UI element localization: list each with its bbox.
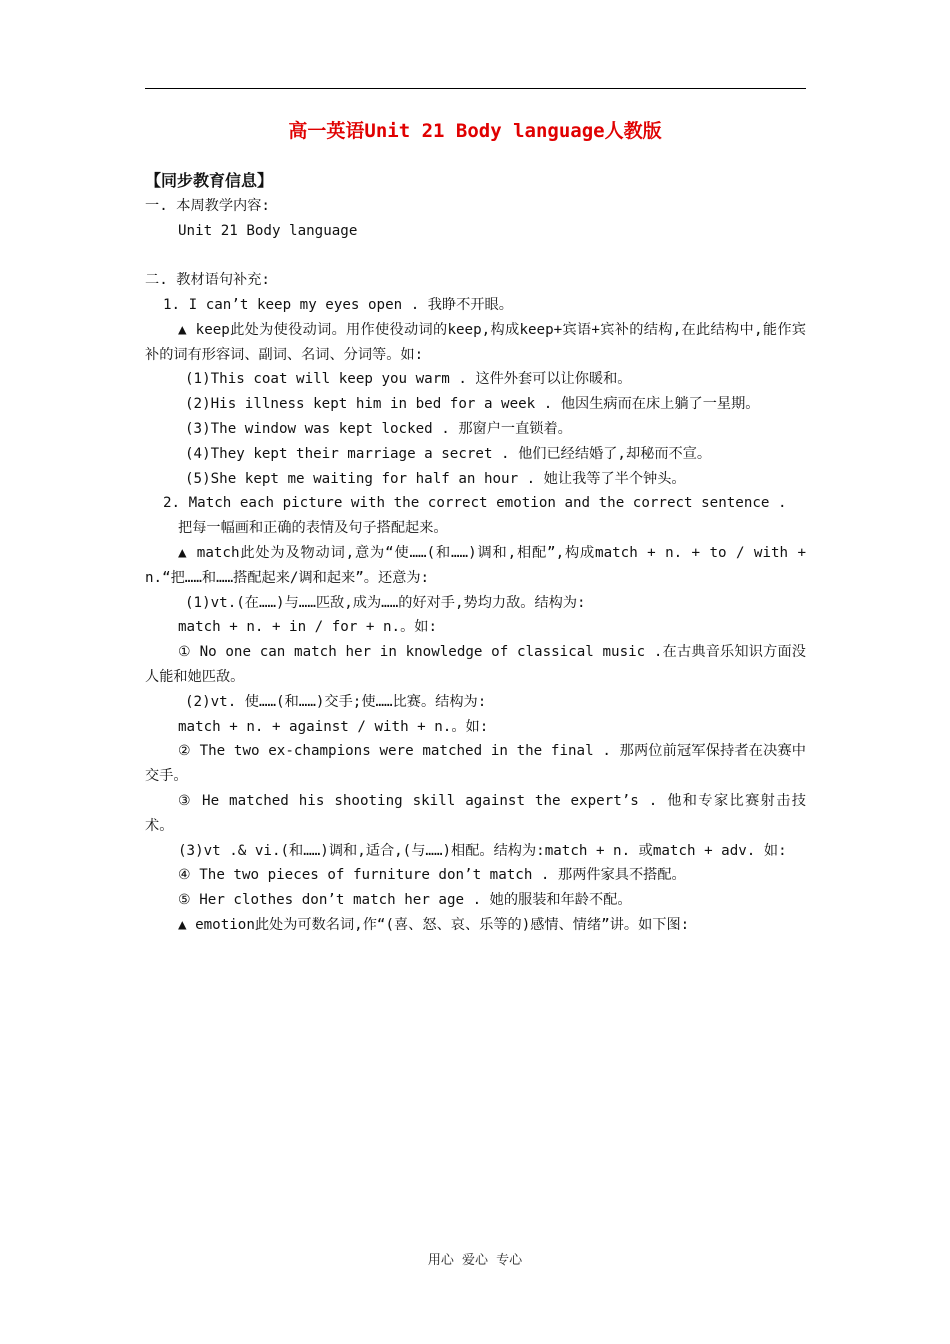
paragraph-line: match + n. + against / with + n.。如: — [178, 718, 489, 735]
paragraph-line: (5)She kept me waiting for half an hour . 她让我等了半个钟头。 — [185, 470, 686, 487]
paragraph-line: ③ He matched his shooting skill against the expert’s . 他和专家比赛射击技术。 — [145, 792, 806, 834]
paragraph-line: ▲ emotion此处为可数名词,作“(喜、怒、哀、乐等的)感情、情绪”讲。如下图: — [178, 916, 690, 933]
paragraph-line: 1. I can’t keep my eyes open . 我睁不开眼。 — [163, 296, 513, 313]
paragraph-line: ▲ keep此处为使役动词。用作使役动词的keep,构成keep+宾语+宾补的结构,在此结构中,能作宾补的词有形容词、副词、名词、分词等。如: — [145, 321, 806, 363]
section-heading: 【同步教育信息】 — [145, 171, 274, 190]
paragraph-line: (2)His illness kept him in bed for a week . 他因生病而在床上躺了一星期。 — [185, 396, 760, 413]
paragraph-line: ① No one can match her in knowledge of classical music .在古典音乐知识方面没人能和她匹敌。 — [145, 644, 806, 685]
paragraph-line: ④ The two pieces of furniture don’t match . 那两件家具不搭配。 — [178, 867, 686, 884]
paragraph-line: (1)vt.(在……)与……匹敌,成为……的好对手,势均力敌。结构为: — [185, 594, 586, 611]
paragraph-line: Unit 21 Body language — [178, 222, 358, 239]
header-rule — [145, 88, 806, 89]
paragraph-line: (4)They kept their marriage a secret . 他们已经结婚了,却秘而不宣。 — [185, 445, 712, 462]
page-footer: 用心 爱心 专心 — [427, 1253, 523, 1268]
paragraph-line: 把每一幅画和正确的表情及句子搭配起来。 — [178, 520, 448, 537]
paragraph-line: 一. 本周教学内容: — [145, 197, 270, 214]
document-body — [145, 169, 806, 938]
paragraph-line: match + n. + in / for + n.。如: — [178, 619, 437, 636]
paragraph-line: ② The two ex-champions were matched in the final . 那两位前冠军保持者在决赛中交手。 — [145, 743, 806, 785]
paragraph-line: 二. 教材语句补充: — [145, 272, 270, 289]
blank-line — [145, 243, 806, 268]
paragraph-line: (2)vt. 使……(和……)交手;使……比赛。结构为: — [185, 693, 487, 710]
paragraph-line: (3)The window was kept locked . 那窗户一直锁着。 — [185, 420, 572, 437]
paragraph-line: ▲ match此处为及物动词,意为“使……(和……)调和,相配”,构成match + n. + to / with + n.“把……和……搭配起来/调和起来”。还意为: — [145, 544, 806, 586]
paragraph-line: ⑤ Her clothes don’t match her age . 她的服装和年龄不配。 — [178, 892, 632, 909]
document-title: 高一英语Unit 21 Body language人教版 — [288, 120, 662, 142]
paragraph-line: (1)This coat will keep you warm . 这件外套可以让你暖和。 — [185, 371, 632, 388]
paragraph-line: 2. Match each picture with the correct emotion and the correct sentence . — [163, 495, 787, 512]
paragraph-line: (3)vt .& vi.(和……)调和,适合,(与……)相配。结构为:match + n. 或match + adv. 如: — [178, 842, 787, 859]
